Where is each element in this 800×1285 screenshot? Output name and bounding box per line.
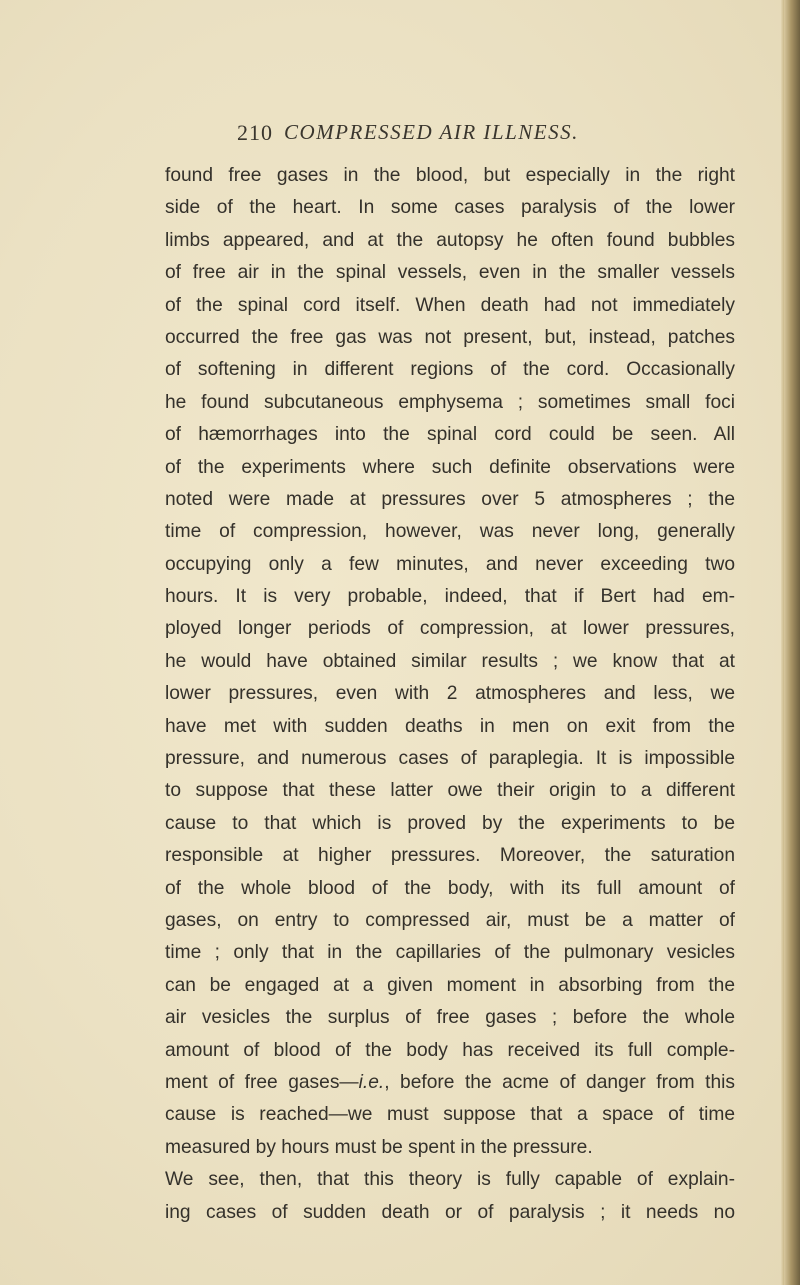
text-line: found free gases in the blood, but especially in the right: [165, 165, 735, 186]
text-line: of the experiments where such definite observations were: [165, 456, 735, 478]
text-line: occupying only a few minutes, and never exceeding two: [165, 553, 735, 575]
text-line: time of compression, however, was never long, generally: [165, 521, 735, 543]
page-number: 210: [237, 120, 273, 145]
text-line: of free air in the spinal vessels, even in the smaller vessels: [165, 262, 735, 284]
text-line: of the whole blood of the body, with its full amount of: [165, 877, 735, 899]
text-line: cause is reached—we must suppose that a space of time: [165, 1104, 735, 1126]
text-line: amount of blood of the body has received its full comple-: [165, 1039, 735, 1061]
text-line: [165, 1067, 735, 1099]
text-line: he found subcutaneous emphysema ; sometimes small foci: [165, 391, 735, 413]
text-line: side of the heart. In some cases paralysis of the lower: [165, 197, 735, 219]
text-line: occurred the free gas was not present, but, instead, patches: [165, 326, 735, 348]
text-line: can be engaged at a given moment in absorbing from the: [165, 974, 735, 996]
text-line: gases, on entry to compressed air, must be a matter of: [165, 909, 735, 931]
italic-abbreviation: i.e.: [358, 1071, 385, 1093]
page-header: [237, 120, 657, 150]
text-line: have met with sudden deaths in men on exit from the: [165, 715, 735, 737]
text-fragment: , before the acme of danger from this: [384, 1071, 735, 1093]
text-line: hours. It is very probable, indeed, that if Bert had em-: [165, 586, 735, 608]
running-head: COMPRESSED AIR ILLNESS.: [284, 120, 579, 144]
text-line: measured by hours must be spent in the pressure.: [165, 1136, 593, 1158]
text-line: cause to that which is proved by the experiments to be: [165, 812, 735, 834]
text-line: of hæmorrhages into the spinal cord could be seen. All: [165, 424, 735, 446]
text-line: ployed longer periods of compression, at lower pressures,: [165, 618, 735, 640]
text-line: time ; only that in the capillaries of the pulmonary vesicles: [165, 942, 735, 964]
text-line: We see, then, that this theory is fully capable of explain-: [165, 1169, 735, 1191]
text-line: air vesicles the surplus of free gases ; before the whole: [165, 1007, 735, 1029]
text-line: pressure, and numerous cases of paraplegia. It is impossible: [165, 748, 735, 770]
text-line: to suppose that these latter owe their origin to a different: [165, 780, 735, 802]
text-line: he would have obtained similar results ; we know that at: [165, 650, 735, 672]
text-line: limbs appeared, and at the autopsy he often found bubbles: [165, 229, 735, 251]
text-line: noted were made at pressures over 5 atmospheres ; the: [165, 488, 735, 510]
text-fragment: ment of free gases—: [165, 1071, 359, 1093]
text-line: responsible at higher pressures. Moreover, the saturation: [165, 845, 735, 867]
body-text: [165, 160, 735, 1229]
text-line: ing cases of sudden death or of paralysis ; it needs no: [165, 1201, 735, 1223]
text-line: of the spinal cord itself. When death had not immediately: [165, 294, 735, 316]
text-line: lower pressures, even with 2 atmospheres and less, we: [165, 683, 735, 705]
text-line: of softening in different regions of the cord. Occasionally: [165, 359, 735, 381]
page-binding-edge: [784, 0, 800, 1285]
